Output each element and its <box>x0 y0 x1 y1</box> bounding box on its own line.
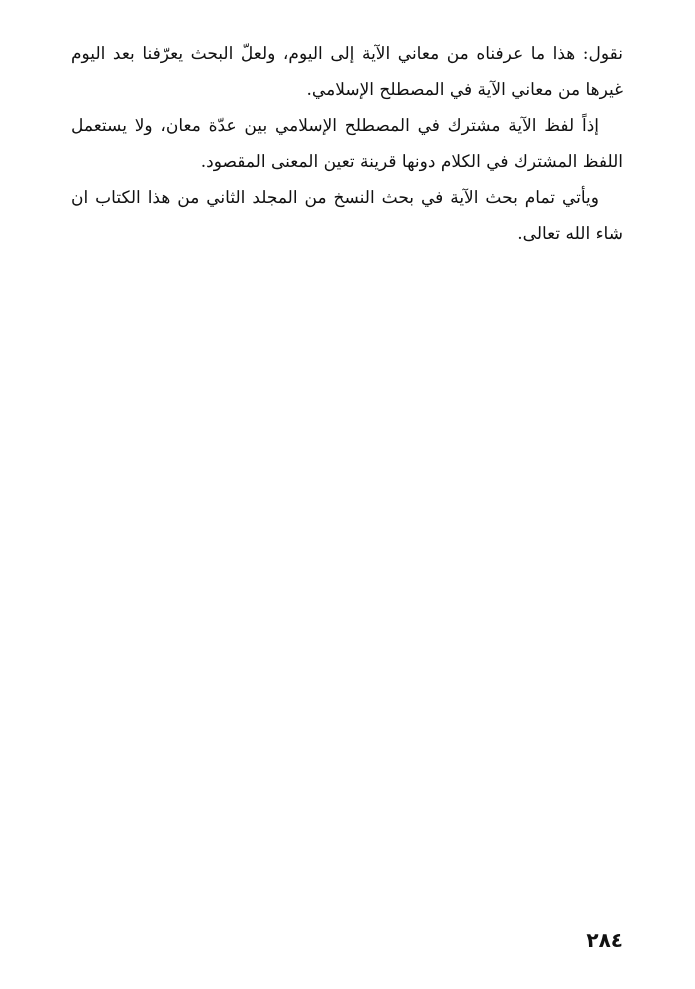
paragraph-shared-term: إذاً لفظ الآية مشترك في المصطلح الإسلامي بين عدّة معان، ولا يستعمل اللفظ المشترك في الكلام دونها قرينة تعين المعنى المقصود. <box>71 116 623 172</box>
paragraph-meanings-of-ayah: نقول: هذا ما عرفناه من معاني الآية إلى اليوم، ولعلّ البحث يعرّفنا بعد اليوم غيرها من معاني الآية في المصطلح الإسلامي. <box>71 44 623 100</box>
body-text <box>71 36 623 252</box>
page-number: ٢٨٤ <box>586 928 623 952</box>
paragraph-continuation-note: ويأتي تمام بحث الآية في بحث النسخ من المجلد الثاني من هذا الكتاب ان شاء الله تعالى. <box>71 188 623 244</box>
